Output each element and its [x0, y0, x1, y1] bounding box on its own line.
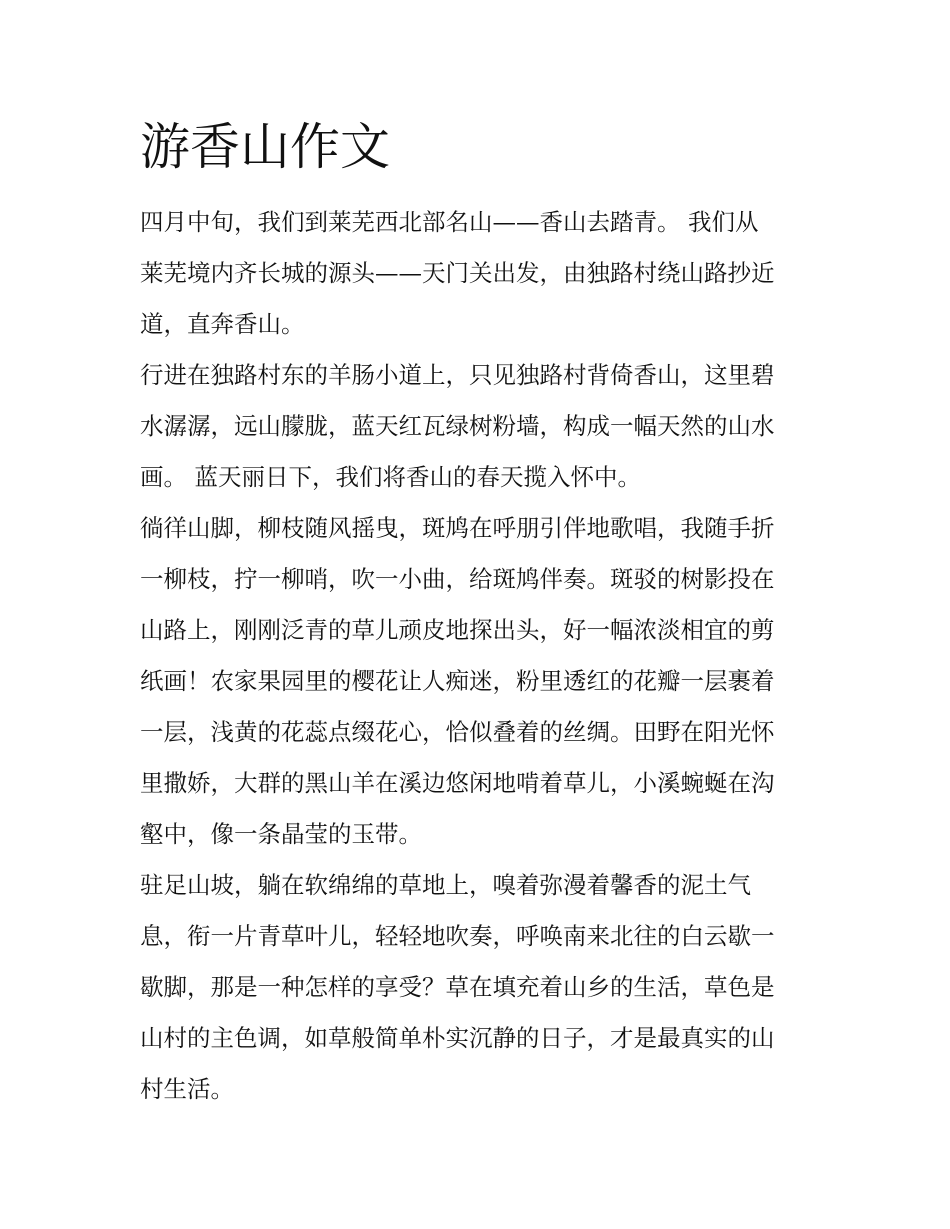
- text-line: 徜徉山脚，柳枝随风摇曳，斑鸠在呼朋引伴地歌唱，我随手折: [140, 514, 775, 542]
- text-line: 一层，浅黄的花蕊点缀花心，恰似叠着的丝绸。田野在阳光怀: [140, 718, 775, 746]
- text-line: 里撒娇，大群的黑山羊在溪边悠闲地啃着草儿，小溪蜿蜒在沟: [140, 769, 775, 797]
- text-line: 山路上，刚刚泛青的草儿顽皮地探出头，好一幅浓淡相宜的剪: [140, 616, 775, 644]
- text-line: 四月中旬，我们到莱芜西北部名山——香山去踏青。 我们从: [140, 208, 759, 236]
- text-line: 息，衔一片青草叶儿，轻轻地吹奏，呼唤南来北往的白云歇一: [140, 922, 775, 950]
- text-line: 村生活。: [140, 1075, 234, 1103]
- text-line: 道，直奔香山。: [140, 310, 305, 338]
- text-line: 水潺潺，远山朦胧，蓝天红瓦绿树粉墙，构成一幅天然的山水: [140, 412, 775, 440]
- document-title: 游香山作文: [140, 118, 390, 176]
- text-line: 行进在独路村东的羊肠小道上，只见独路村背倚香山，这里碧: [140, 361, 775, 389]
- text-line: 驻足山坡，躺在软绵绵的草地上，嗅着弥漫着馨香的泥土气: [140, 871, 751, 899]
- text-line: 莱芜境内齐长城的源头——天门关出发，由独路村绕山路抄近: [140, 259, 775, 287]
- text-line: 一柳枝，拧一柳哨，吹一小曲，给斑鸠伴奏。斑驳的树影投在: [140, 565, 775, 593]
- text-line: 画。 蓝天丽日下，我们将香山的春天揽入怀中。: [140, 463, 641, 491]
- text-line: 山村的主色调，如草般简单朴实沉静的日子，才是最真实的山: [140, 1024, 775, 1052]
- text-line: 壑中，像一条晶莹的玉带。: [140, 820, 422, 848]
- text-line: 纸画！农家果园里的樱花让人痴迷，粉里透红的花瓣一层裹着: [140, 667, 775, 695]
- text-line: 歇脚，那是一种怎样的享受？草在填充着山乡的生活，草色是: [140, 973, 775, 1001]
